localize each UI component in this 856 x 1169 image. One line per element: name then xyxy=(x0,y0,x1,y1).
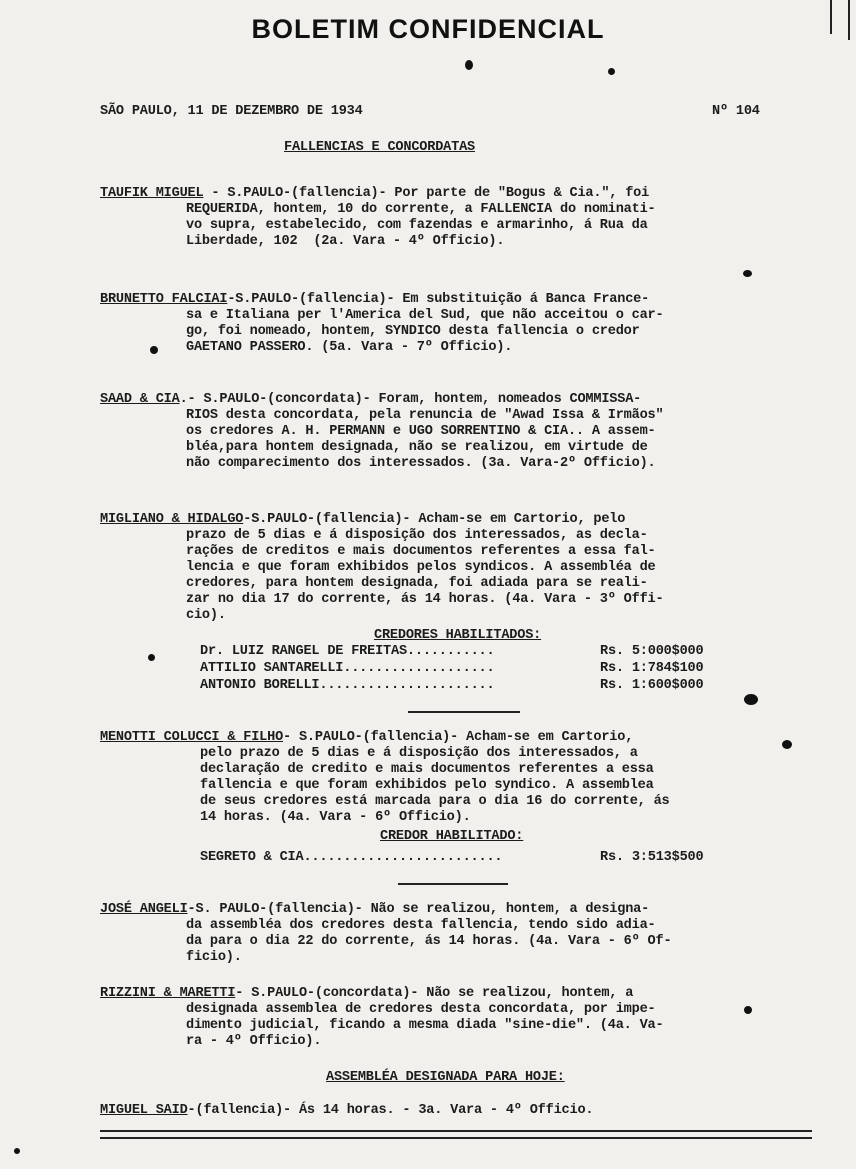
entry-line: go, foi nomeado, hontem, SYNDICO desta fallencia o credor xyxy=(186,324,640,339)
ink-spot xyxy=(744,694,758,705)
entry-line: REQUERIDA, hontem, 10 do corrente, a FALLENCIA do nominati- xyxy=(186,202,656,217)
entry-lead: MIGLIANO & HIDALGO xyxy=(100,512,244,527)
creditor-amount: Rs. 5:000$000 xyxy=(600,644,704,659)
assembly-heading: ASSEMBLÉA DESIGNADA PARA HOJE: xyxy=(326,1070,565,1085)
entry-first-line: -S.PAULO-(fallencia)- Acham-se em Cartorio, pelo xyxy=(243,512,626,527)
separator-rule xyxy=(398,883,508,885)
creditor-row xyxy=(200,644,494,660)
bottom-rule xyxy=(100,1130,812,1132)
creditor-amount: Rs. 1:600$000 xyxy=(600,678,704,693)
creditor-name: Dr. LUIZ RANGEL DE FREITAS xyxy=(200,644,407,659)
ink-spot xyxy=(14,1148,20,1154)
entry-line: vo supra, estabelecido, com fazendas e armarinho, á Rua da xyxy=(186,218,648,233)
separator-rule xyxy=(408,711,520,713)
creditor-name: ANTONIO BORELLI xyxy=(200,678,320,693)
creditor-name: ATTILIO SANTARELLI xyxy=(200,661,344,676)
creditor-amount: Rs. 3:513$500 xyxy=(600,850,704,865)
creditors-heading: CREDOR HABILITADO: xyxy=(380,829,524,844)
entry-line: ficio). xyxy=(186,950,242,965)
entry-first-line: -S.PAULO-(fallencia)- Em substituição á Banca France- xyxy=(227,292,650,307)
creditor-name: SEGRETO & CIA xyxy=(200,850,304,865)
creditor-row xyxy=(200,661,494,677)
entry-line: pelo prazo de 5 dias e á disposição dos interessados, a xyxy=(200,746,638,761)
creditor-row xyxy=(200,678,494,694)
entry-line: da assembléa dos credores desta fallencia, tendo sido adia- xyxy=(186,918,656,933)
entry-first-line: -(fallencia)- Ás 14 horas. - 3a. Vara - 4º Officio. xyxy=(187,1103,594,1118)
entry-first-line: - S.PAULO-(concordata)- Não se realizou, hontem, a xyxy=(235,986,634,1001)
ink-spot xyxy=(608,68,615,75)
scan-edge-mark xyxy=(848,0,850,40)
entry-line: cio). xyxy=(186,608,226,623)
entry-lead: MENOTTI COLUCCI & FILHO xyxy=(100,730,284,745)
leader-dots: ......................... xyxy=(303,850,503,865)
entry-line: lencia e que foram exhibidos pelos syndicos. A assembléa de xyxy=(186,560,656,575)
leader-dots: ........... xyxy=(406,644,495,659)
entry-first-line: -S. PAULO-(fallencia)- Não se realizou, hontem, a designa- xyxy=(187,902,650,917)
creditor-row xyxy=(200,850,502,866)
entry-lead: BRUNETTO FALCIAI xyxy=(100,292,228,307)
entry-line: zar no dia 17 do corrente, ás 14 horas. (4a. Vara - 3º Offi- xyxy=(186,592,664,607)
entry-first-line: - S.PAULO-(fallencia)- Acham-se em Cartorio, xyxy=(283,730,634,745)
entry-line: sa e Italiana per l'America del Sud, que não acceitou o car- xyxy=(186,308,664,323)
entry-line: credores, para hontem designada, foi adiada para se reali- xyxy=(186,576,648,591)
entry-lead: JOSÉ ANGELI xyxy=(100,902,188,917)
creditor-amount: Rs. 1:784$100 xyxy=(600,661,704,676)
entry-lead: SAAD & CIA xyxy=(100,392,180,407)
entry-line: Liberdade, 102 (2a. Vara - 4º Officio). xyxy=(186,234,505,249)
entry-line: da para o dia 22 do corrente, ás 14 horas. (4a. Vara - 6º Of- xyxy=(186,934,672,949)
ink-spot xyxy=(744,1006,752,1014)
leader-dots: ................... xyxy=(343,661,495,676)
entry-line: bléa,para hontem designada, não se realizou, em virtude de xyxy=(186,440,648,455)
entry-first-line: - S.PAULO-(fallencia)- Por parte de "Bogus & Cia.", foi xyxy=(203,186,650,201)
bulletin-title: BOLETIM CONFIDENCIAL xyxy=(251,14,605,44)
entry-line: declaração de credito e mais documentos referentes a essa xyxy=(200,762,654,777)
ink-spot xyxy=(465,60,473,70)
ink-spot xyxy=(148,654,155,661)
entry-line: GAETANO PASSERO. (5a. Vara - 7º Officio). xyxy=(186,340,513,355)
entry-line: 14 horas. (4a. Vara - 6º Officio). xyxy=(200,810,471,825)
entry-line: RIOS desta concordata, pela renuncia de "Awad Issa & Irmãos" xyxy=(186,408,664,423)
ink-spot xyxy=(150,346,158,354)
entry-line: designada assemblea de credores desta concordata, por impe- xyxy=(186,1002,656,1017)
entry-lead: RIZZINI & MARETTI xyxy=(100,986,236,1001)
entry-first-line: .- S.PAULO-(concordata)- Foram, hontem, nomeados COMMISSA- xyxy=(179,392,642,407)
entry-line: rações de creditos e mais documentos referentes a essa fal- xyxy=(186,544,656,559)
entry-lead: TAUFIK MIGUEL xyxy=(100,186,204,201)
entry-line: ra - 4º Officio). xyxy=(186,1034,322,1049)
bulletin-number: Nº 104 xyxy=(712,104,760,119)
creditors-heading: CREDORES HABILITADOS: xyxy=(374,628,542,643)
place-date: SÃO PAULO, 11 DE DEZEMBRO DE 1934 xyxy=(100,104,363,119)
entry-line: dimento judicial, ficando a mesma diada "sine-die". (4a. Va- xyxy=(186,1018,664,1033)
section-heading: FALLENCIAS E CONCORDATAS xyxy=(284,140,475,155)
entry-line: prazo de 5 dias e á disposição dos interessados, as decla- xyxy=(186,528,648,543)
bottom-rule xyxy=(100,1137,812,1139)
entry-line: de seus credores está marcada para o dia 16 do corrente, ás xyxy=(200,794,670,809)
entry-line: fallencia e que foram exhibidos pelo syndico. A assemblea xyxy=(200,778,654,793)
entry-line: os credores A. H. PERMANN e UGO SORRENTINO & CIA.. A assem- xyxy=(186,424,656,439)
entry-lead: MIGUEL SAID xyxy=(100,1103,188,1118)
leader-dots: ...................... xyxy=(319,678,495,693)
entry-line: não comparecimento dos interessados. (3a. Vara-2º Officio). xyxy=(186,456,656,471)
scan-edge-mark xyxy=(830,0,832,34)
ink-spot xyxy=(782,740,792,749)
ink-spot xyxy=(743,270,752,277)
